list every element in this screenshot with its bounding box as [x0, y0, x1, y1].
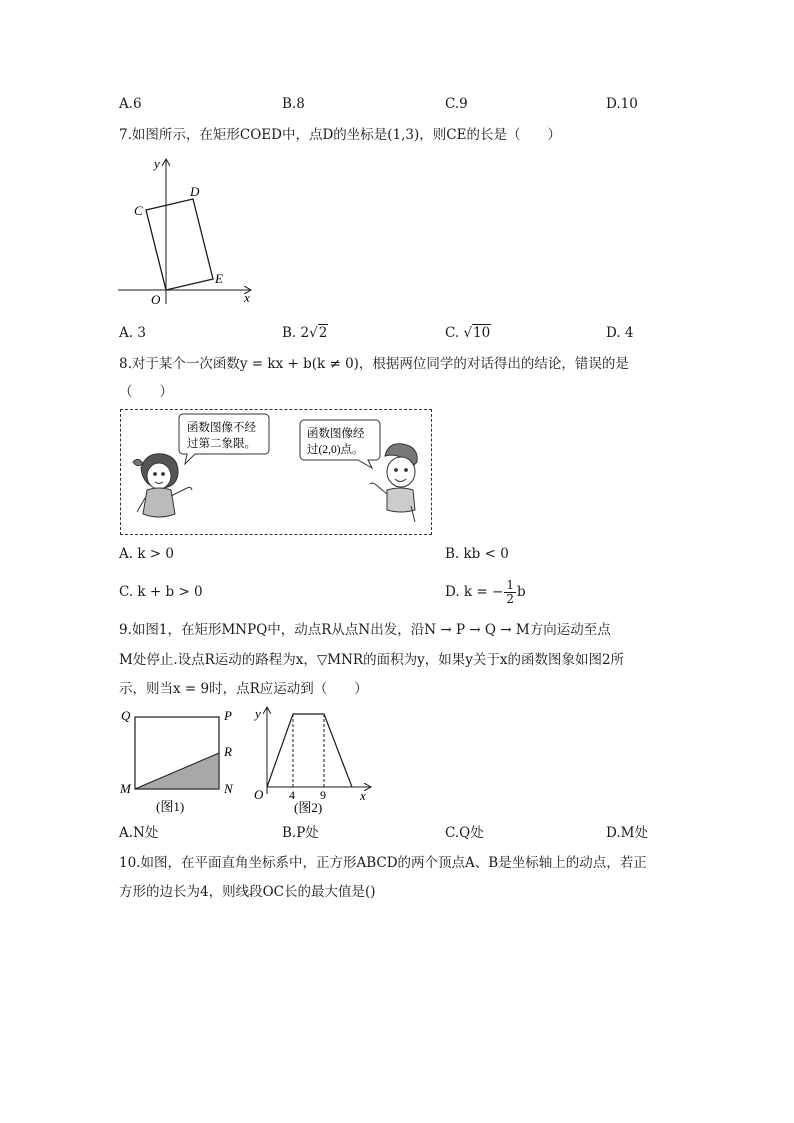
q9-fig2-label-y: y — [255, 706, 261, 721]
q9-figure-1-caption: (图1) — [156, 799, 185, 814]
q7-label-x: x — [244, 290, 250, 305]
q8-option-d — [445, 572, 526, 612]
sqrt-sign-icon: √ — [309, 325, 318, 341]
q7-option-a: A. 3 — [119, 325, 146, 341]
q8-option-c: C. k + b > 0 — [119, 584, 203, 600]
q7-label-o: O — [151, 292, 161, 307]
q7-rectangle — [146, 199, 213, 290]
q9-option-c: C.Q处 — [445, 825, 484, 841]
q9-shaded-triangle — [135, 753, 219, 789]
q9-fig2-label-x: x — [360, 788, 366, 803]
q9-fig2-graph — [267, 714, 352, 787]
q7-option-c — [445, 324, 491, 342]
boy-line-2: 过(2,0)点。 — [307, 444, 364, 456]
sqrt-sign-icon: √ — [463, 325, 473, 341]
boy-line-1: 函数图像经 — [307, 428, 365, 440]
q9-label-m: M — [120, 781, 131, 796]
fraction-numerator: 1 — [506, 578, 514, 592]
q7-option-b-radicand: 2 — [318, 325, 328, 341]
q6-option-c: C.9 — [445, 96, 468, 112]
q8-dialogue-illustration — [121, 410, 431, 534]
q7-label-c: C — [134, 203, 143, 218]
q7-option-b-prefix: B. 2 — [282, 325, 310, 341]
q6-option-b: B.8 — [282, 96, 305, 112]
q9-fig2-label-o: O — [254, 787, 264, 802]
q8-option-d-prefix: D. k = − — [445, 584, 504, 600]
q9-fig2-tick-9: 9 — [320, 788, 326, 802]
q8-option-b: B. kb < 0 — [445, 546, 509, 562]
q6-option-d: D.10 — [606, 96, 638, 112]
q7-option-b — [282, 324, 328, 342]
girl-character-icon — [133, 454, 192, 517]
q9-label-p: P — [224, 708, 232, 723]
q7-label-y: y — [154, 156, 160, 171]
q10-line-2: 方形的边长为4，则线段OC长的最大值是() — [119, 884, 376, 900]
q9-label-q: Q — [121, 708, 131, 723]
q10-line-1: 10.如图，在平面直角坐标系中，正方形ABCD的两个顶点A、B是坐标轴上的动点，若正 — [119, 855, 647, 871]
q9-label-n: N — [224, 781, 233, 796]
q8-option-d-suffix: b — [516, 584, 526, 600]
q9-figure-1 — [118, 704, 243, 816]
q9-option-d: D.M处 — [606, 825, 648, 841]
q7-label-d: D — [190, 184, 200, 199]
q9-option-b: B.P处 — [282, 825, 319, 841]
q8-option-d-fraction — [504, 579, 516, 606]
girl-line-1: 函数图像不经 — [187, 422, 256, 434]
q9-figure-2-caption: (图2) — [294, 800, 323, 815]
q7-stem: 7.如图所示，在矩形COED中，点D的坐标是(1,3)，则CE的长是（ ） — [119, 127, 561, 143]
q9-option-a: A.N处 — [119, 825, 159, 841]
q7-option-c-radicand: 10 — [473, 325, 491, 341]
q9-line-1: 9.如图1，在矩形MNPQ中，动点R从点N出发，沿N → P → Q → M方向运动至点 — [119, 622, 611, 638]
q8-blank: （ ） — [119, 384, 173, 400]
q7-option-d: D. 4 — [606, 325, 634, 341]
q7-figure — [118, 152, 263, 312]
q6-option-a: A.6 — [119, 96, 142, 112]
q9-line-3: 示，则当x = 9时，点R应运动到（ ） — [119, 681, 368, 697]
girl-line-2: 过第二象限。 — [187, 438, 256, 450]
q7-option-c-prefix: C. — [445, 325, 460, 341]
fraction-denominator: 2 — [506, 592, 514, 606]
q9-figure-2 — [252, 702, 377, 816]
q8-option-a: A. k > 0 — [119, 546, 174, 562]
q8-stem: 8.对于某个一次函数y = kx + b(k ≠ 0)，根据两位同学的对话得出的结论，错误的是 — [119, 356, 629, 372]
q8-dialogue-box — [120, 409, 432, 535]
q9-fig2-tick-4: 4 — [289, 788, 295, 802]
q9-line-2: M处停止.设点R运动的路程为x，▽MNR的面积为y，如果y关于x的函数图象如图2所 — [119, 652, 625, 668]
q7-label-e: E — [215, 271, 223, 286]
q9-label-r: R — [224, 744, 232, 759]
